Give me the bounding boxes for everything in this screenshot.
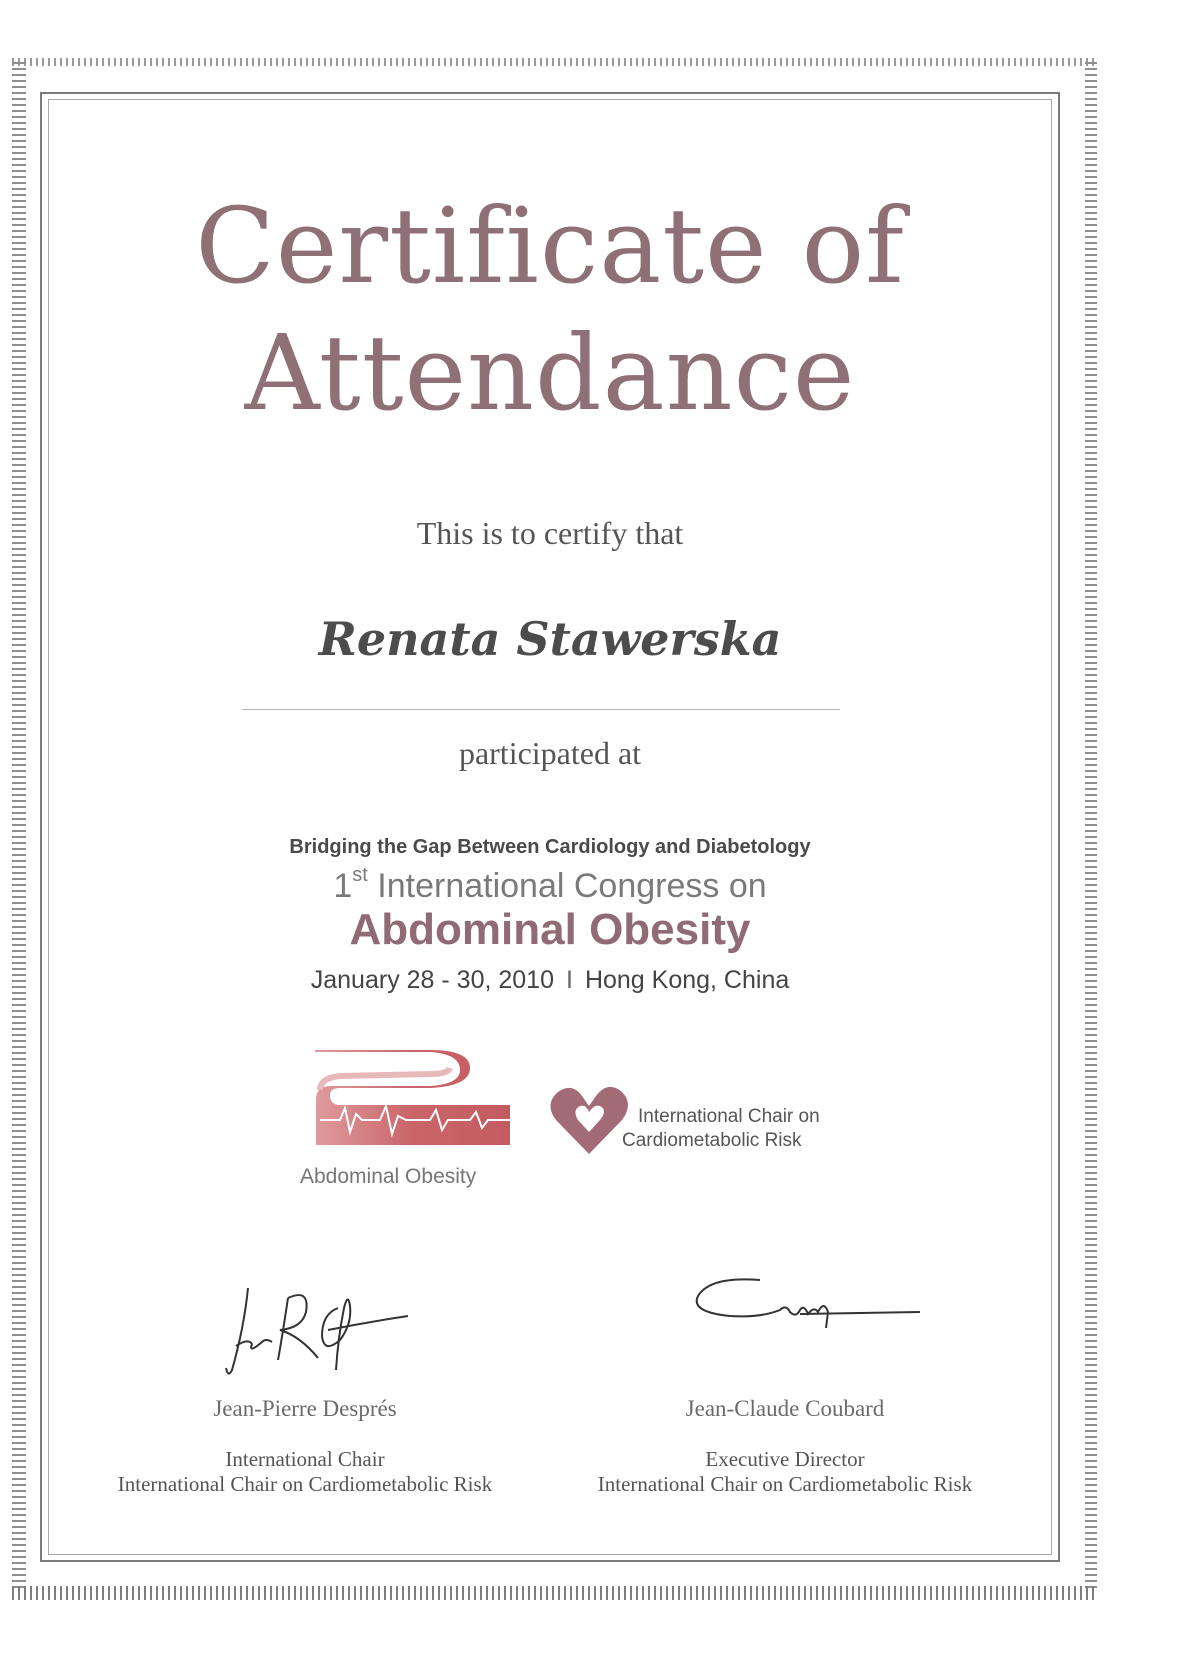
separator: I	[565, 966, 573, 994]
event-subtitle: Bridging the Gap Between Cardiology and Diabetology	[289, 836, 811, 858]
signer-title	[90, 1447, 520, 1497]
signature-coubard	[690, 1270, 930, 1350]
participated-text: participated at	[458, 735, 642, 771]
event-dates: January 28 - 30, 2010	[310, 966, 554, 994]
abdominal-obesity-logo	[310, 1050, 520, 1160]
ordinal-suffix: st	[352, 863, 368, 886]
congress-line	[0, 863, 1100, 906]
border-dashed-bottom	[12, 1586, 1097, 1600]
congress-name: Abdominal Obesity	[349, 905, 751, 954]
ordinal-number: 1	[333, 867, 353, 905]
congress-text: International Congress on	[377, 867, 767, 905]
signer-name: Jean-Claude Coubard	[685, 1396, 885, 1421]
certificate-title-line1: Certificate of	[195, 185, 905, 307]
event-location: Hong Kong, China	[584, 966, 790, 994]
signer-title-line1: International Chair	[225, 1447, 385, 1471]
signature-despres	[218, 1278, 418, 1388]
signer-title	[570, 1447, 1000, 1497]
name-underline	[242, 709, 840, 710]
signer-name: Jean-Pierre Després	[213, 1396, 397, 1421]
event-date-location	[0, 966, 1100, 995]
certify-text: This is to certify that	[416, 515, 684, 551]
recipient-name: Renata Stawerska	[318, 612, 782, 666]
signer-title-line1: Executive Director	[705, 1447, 865, 1471]
icc-label-line2: Cardiometabolic Risk	[622, 1130, 802, 1151]
certificate-title-line2: Attendance	[244, 312, 856, 434]
icc-label-line1: International Chair on	[638, 1106, 820, 1127]
abdominal-obesity-label: Abdominal Obesity	[300, 1165, 477, 1188]
heart-logo-icon	[548, 1080, 630, 1158]
signer-title-line2: International Chair on Cardiometabolic Risk	[117, 1472, 493, 1496]
border-dashed-top	[12, 58, 1097, 66]
signer-title-line2: International Chair on Cardiometabolic Risk	[597, 1472, 973, 1496]
icc-label	[622, 1105, 820, 1153]
